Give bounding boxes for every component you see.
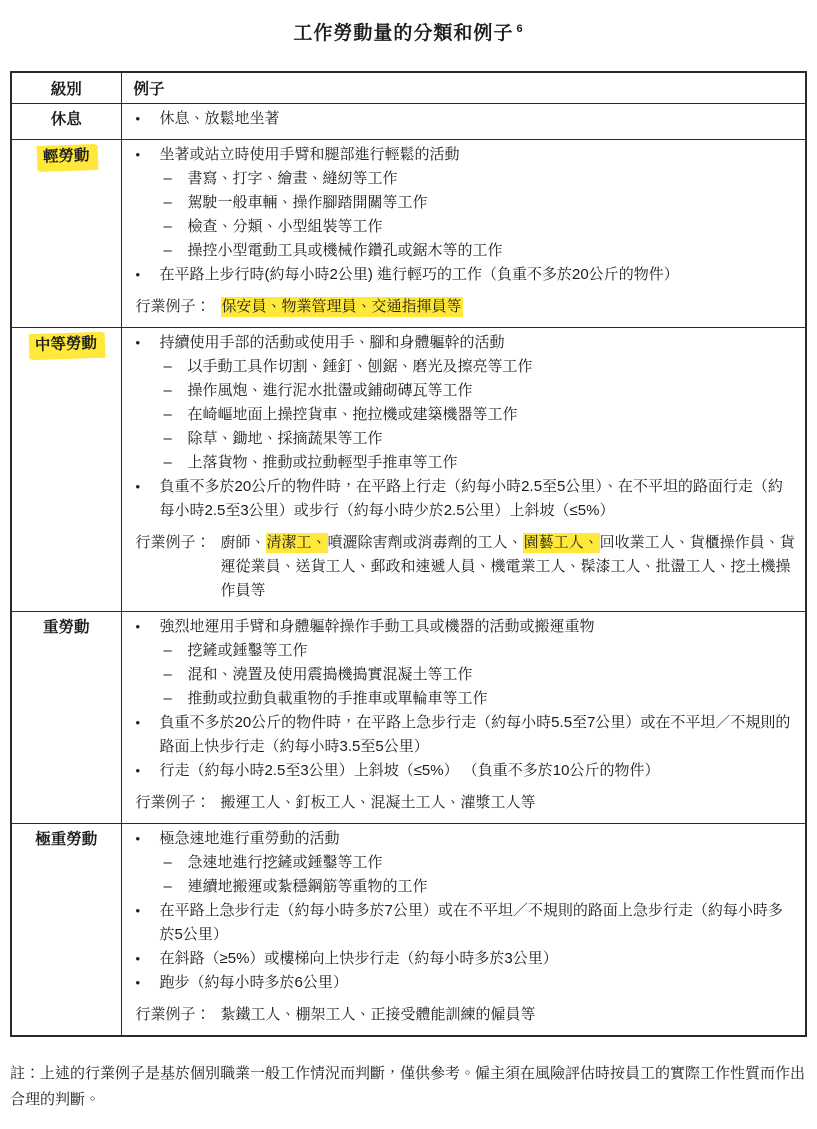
level-label: 極重勞動: [35, 831, 98, 848]
sub-item: [122, 851, 798, 875]
example-cell: [121, 104, 806, 140]
item-text: 急速地進行挖鏟或錘鑿等工作: [187, 854, 383, 871]
item-text: 跑步（約每小時多於6公里）: [159, 974, 348, 991]
dash-marker: –: [163, 194, 172, 211]
item-text: 操控小型電動工具或機械作鑽孔或鋸木等的工作: [187, 242, 503, 259]
item-text: 在平路上步行時(約每小時2公里) 進行輕巧的工作（負重不多於20公斤的物件）: [159, 266, 679, 283]
industry-examples-text: [221, 531, 797, 603]
industry-examples-line: [122, 791, 798, 815]
table-row: [11, 104, 806, 140]
header-level: 級別: [11, 72, 121, 104]
item-text: 極急速地進行重勞動的活動: [159, 830, 340, 847]
dash-marker: –: [163, 358, 172, 375]
dash-marker: –: [163, 406, 172, 423]
industry-examples-label: 行業例子：: [135, 298, 211, 315]
sub-item: [122, 875, 798, 899]
item-text: 挖鏟或錘鑿等工作: [187, 642, 308, 659]
highlighted-text: 保安員、物業管理員、交通指揮員等: [221, 298, 462, 315]
sub-item: [122, 451, 798, 475]
bullet-item: [122, 971, 798, 995]
example-cell: [121, 612, 806, 824]
bullet-marker: •: [135, 111, 141, 126]
bullet-item: [122, 107, 798, 131]
industry-examples-line: [122, 531, 798, 603]
item-text: 檢查、分類、小型組裝等工作: [187, 218, 383, 235]
highlighted-text: 清潔工、: [266, 534, 327, 551]
industry-examples-line: [122, 295, 798, 319]
industry-examples-text: [221, 295, 797, 319]
dash-marker: –: [163, 642, 172, 659]
bullet-item: [122, 711, 798, 759]
sub-item: [122, 663, 798, 687]
dash-marker: –: [163, 666, 172, 683]
table-header-row: [11, 72, 806, 104]
item-text: 強烈地運用手臂和身體軀幹操作手動工具或機器的活動或搬運重物: [159, 618, 595, 635]
workload-table-body: [11, 104, 806, 1037]
plain-text: 噴灑除害劑或消毒劑的工人、: [327, 534, 523, 551]
dash-marker: –: [163, 218, 172, 235]
title-text: 工作勞動量的分類和例子: [293, 23, 514, 44]
sub-item: [122, 687, 798, 711]
sub-item: [122, 215, 798, 239]
industry-examples-line: [122, 1003, 798, 1027]
bullet-item: [122, 899, 798, 947]
bullet-item: [122, 143, 798, 167]
dash-marker: –: [163, 242, 172, 259]
sub-item: [122, 427, 798, 451]
item-text: 在斜路（≥5%）或樓梯向上快步行走（約每小時多於3公里）: [159, 950, 558, 967]
sub-item: [122, 167, 798, 191]
plain-text: 回收業工人、貨櫃操作員、貨運從業員、送貨工人、郵政和速遞人員、機電業工人、髹漆工人、批盪工人、挖土機操作員等: [220, 534, 795, 599]
bullet-marker: •: [135, 335, 141, 350]
item-text: 混和、澆置及使用震搗機搗實混凝土等工作: [187, 666, 473, 683]
plain-text: 紮鐵工人、棚架工人、正接受體能訓練的僱員等: [220, 1006, 536, 1023]
item-text: 連續地搬運或紮穩鋼筋等重物的工作: [187, 878, 428, 895]
item-text: 負重不多於20公斤的物件時，在平路上行走（約每小時2.5至5公里）、在不平坦的路面行走（約每小時2.5至3公里）或步行（約每小時少於2.5公里）上斜坡（≤5%）: [159, 478, 783, 519]
item-text: 推動或拉動負載重物的手推車或單輪車等工作: [187, 690, 488, 707]
item-text: 坐著或站立時使用手臂和腿部進行輕鬆的活動: [159, 146, 460, 163]
dash-marker: –: [163, 454, 172, 471]
bullet-marker: •: [135, 831, 141, 846]
footnote-text: 註：上述的行業例子是基於個別職業一般工作情況而判斷，僅供參考。僱主須在風險評估時按員工的實際工作性質而作出合理的判斷。: [10, 1065, 806, 1108]
workload-table: [10, 71, 807, 1037]
bullet-marker: •: [135, 267, 141, 282]
level-cell: [11, 612, 121, 824]
industry-examples-text: [221, 791, 797, 815]
bullet-item: [122, 947, 798, 971]
level-cell: [11, 104, 121, 140]
industry-examples-label: 行業例子：: [135, 794, 211, 811]
table-row: [11, 328, 806, 612]
header-examples: 例子: [121, 72, 806, 104]
plain-text: 搬運工人、釘板工人、混凝土工人、灌漿工人等: [220, 794, 536, 811]
industry-examples-label: 行業例子：: [135, 1006, 211, 1023]
table-row: [11, 824, 806, 1037]
highlighted-text: 園藝工人、: [523, 534, 599, 551]
item-text: 在崎嶇地面上操控貨車、拖拉機或建築機器等工作: [187, 406, 518, 423]
item-text: 駕駛一般車輛、操作腳踏開關等工作: [187, 194, 428, 211]
sub-item: [122, 403, 798, 427]
level-label-highlighted: 中等勞動: [29, 332, 104, 360]
table-row: [11, 612, 806, 824]
bullet-item: [122, 827, 798, 851]
level-cell: [11, 824, 121, 1037]
bullet-marker: •: [135, 715, 141, 730]
dash-marker: –: [163, 382, 172, 399]
example-cell: [121, 824, 806, 1037]
dash-marker: –: [163, 430, 172, 447]
sub-item: [122, 639, 798, 663]
bullet-marker: •: [135, 763, 141, 778]
item-text: 以手動工具作切割、錘釘、刨鋸、磨光及擦亮等工作: [187, 358, 533, 375]
item-text: 休息、放鬆地坐著: [159, 110, 280, 127]
bullet-marker: •: [135, 975, 141, 990]
item-text: 上落貨物、推動或拉動輕型手推車等工作: [187, 454, 458, 471]
item-text: 書寫、打字、繪畫、縫紉等工作: [187, 170, 398, 187]
sub-item: [122, 355, 798, 379]
sub-item: [122, 239, 798, 263]
bullet-item: [122, 263, 798, 287]
page-title: [10, 18, 807, 45]
bullet-marker: •: [135, 951, 141, 966]
dash-marker: –: [163, 690, 172, 707]
sub-item: [122, 379, 798, 403]
dash-marker: –: [163, 878, 172, 895]
bullet-item: [122, 331, 798, 355]
table-row: [11, 140, 806, 328]
item-text: 除草、鋤地、採摘蔬果等工作: [187, 430, 383, 447]
item-text: 操作風炮、進行泥水批盪或鋪砌磚瓦等工作: [187, 382, 473, 399]
item-text: 在平路上急步行走（約每小時多於7公里）或在不平坦／不規則的路面上急步行走（約每小時多於5公里）: [159, 902, 783, 943]
level-cell: [11, 140, 121, 328]
bullet-item: [122, 475, 798, 523]
plain-text: 廚師、: [220, 534, 266, 551]
industry-examples-text: [221, 1003, 797, 1027]
title-footnote-ref: 6: [516, 22, 524, 35]
bullet-item: [122, 615, 798, 639]
level-label-highlighted: 輕勞動: [37, 144, 96, 171]
item-text: 負重不多於20公斤的物件時，在平路上急步行走（約每小時5.5至7公里）或在不平坦／不規則的路面上快步行走（約每小時3.5至5公里）: [159, 714, 791, 755]
industry-examples-label: 行業例子：: [135, 534, 211, 551]
bullet-marker: •: [135, 619, 141, 634]
item-text: 持續使用手部的活動或使用手、腳和身體軀幹的活動: [159, 334, 505, 351]
example-cell: [121, 140, 806, 328]
sub-item: [122, 191, 798, 215]
level-label: 休息: [50, 111, 82, 128]
level-label: 重勞動: [42, 619, 90, 636]
level-cell: [11, 328, 121, 612]
dash-marker: –: [163, 854, 172, 871]
bullet-item: [122, 759, 798, 783]
dash-marker: –: [163, 170, 172, 187]
bullet-marker: •: [135, 479, 141, 494]
bullet-marker: •: [135, 903, 141, 918]
item-text: 行走（約每小時2.5至3公里）上斜坡（≤5%） （負重不多於10公斤的物件）: [159, 762, 660, 779]
example-cell: [121, 328, 806, 612]
bullet-marker: •: [135, 147, 141, 162]
